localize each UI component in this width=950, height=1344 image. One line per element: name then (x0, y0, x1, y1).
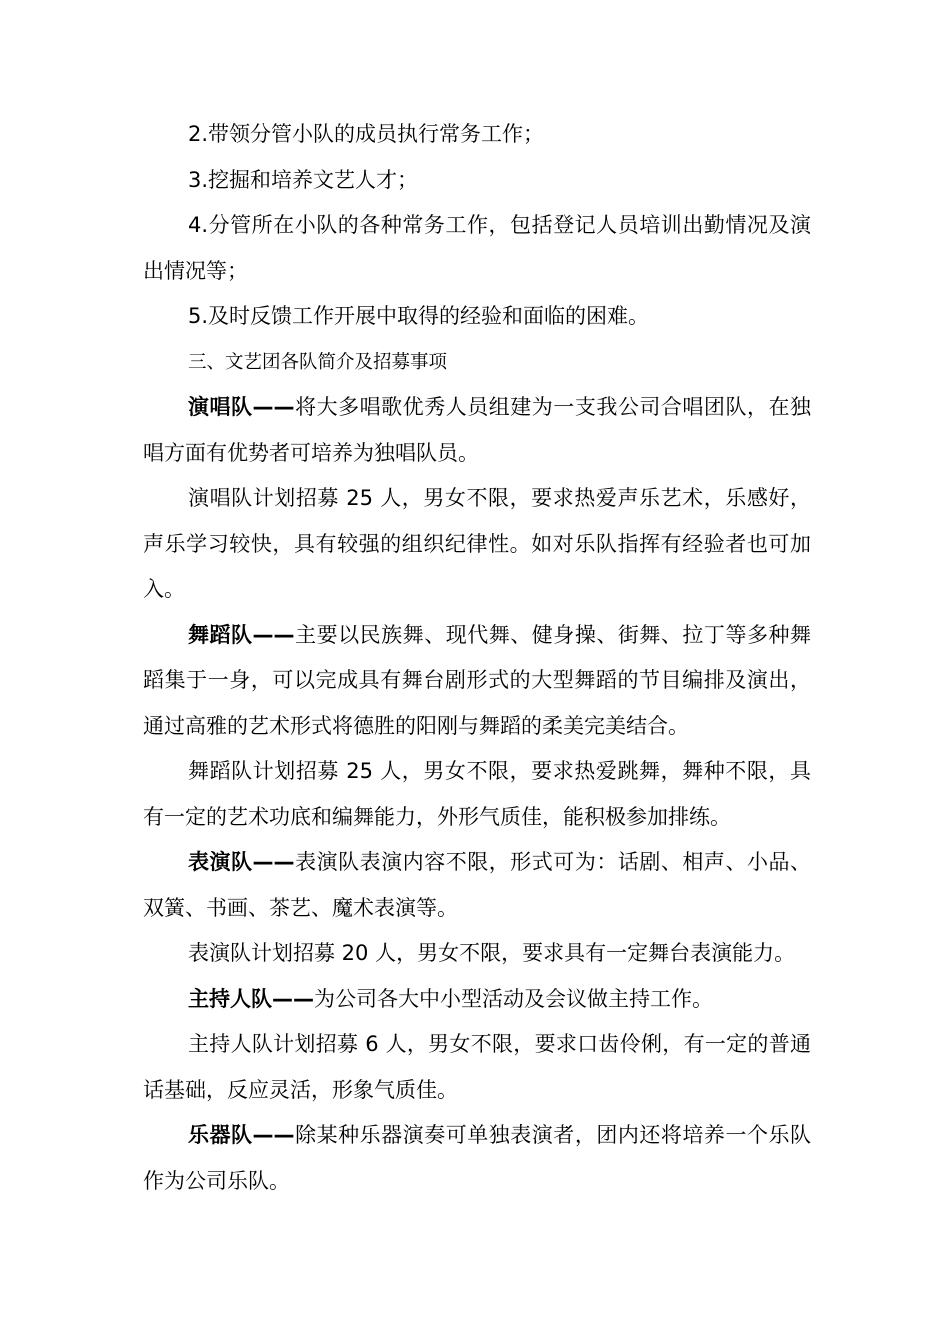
team-intro-text: 主要以民族舞、现代舞、健身操、街舞、拉丁等多种舞蹈集于一身，可以完成具有舞台剧形式的大型舞蹈的节目编排及演出，通过高雅的艺术形式将德胜的阳刚与舞蹈的柔美完美结合。 (143, 622, 812, 738)
team-intro-text: 将大多唱歌优秀人员组建为一支我公司合唱团队，在独唱方面有优势者可培养为独唱队员。 (143, 395, 812, 465)
document-body (143, 112, 811, 1204)
team-name-dance: 舞蹈队—— (188, 622, 295, 647)
duty-item-5: 5.及时反馈工作开展中取得的经验和面临的困难。 (188, 304, 650, 328)
team-recruit-dance: 舞蹈队计划招募 25 人，男女不限，要求热爱跳舞，舞种不限，具有一定的艺术功底和编舞能力，外形气质佳，能积极参加排练。 (143, 759, 811, 829)
section-heading: 三、文艺团各队简介及招募事项 (188, 351, 448, 373)
team-intro-text: 表演队表演内容不限，形式可为：话剧、相声、小品、双簧、书画、茶艺、魔术表演等。 (143, 850, 812, 920)
duty-item-4: 4.分管所在小队的各种常务工作，包括登记人员培训出勤情况及演出情况等； (143, 213, 811, 283)
team-intro-text: 为公司各大中小型活动及会议做主持工作。 (314, 986, 713, 1011)
team-name-instrument: 乐器队—— (188, 1123, 295, 1147)
team-recruit-host: 主持人队计划招募 6 人，男女不限，要求口齿伶俐，有一定的普通话基础，反应灵活，形象气质佳。 (143, 1032, 811, 1102)
team-name-singing: 演唱队—— (188, 395, 295, 419)
duty-item-3: 3.挖掘和培养文艺人才； (188, 167, 419, 192)
team-intro-text: 除某种乐器演奏可单独表演者，团内还将培养一个乐队作为公司乐队。 (143, 1123, 812, 1193)
team-intro-performance (143, 840, 811, 931)
team-intro-singing (143, 385, 811, 476)
team-recruit-singing: 演唱队计划招募 25 人，男女不限，要求热爱声乐艺术，乐感好，声乐学习较快，具有较强的组织纪律性。如对乐队指挥有经验者也可加入。 (143, 486, 811, 601)
team-name-performance: 表演队—— (188, 850, 295, 874)
team-recruit-performance: 表演队计划招募 20 人，男女不限，要求具有一定舞台表演能力。 (188, 941, 796, 965)
team-intro-host (143, 977, 811, 1023)
team-intro-dance (143, 613, 811, 750)
team-intro-instrument (143, 1113, 811, 1204)
team-name-host: 主持人队—— (188, 986, 314, 1011)
duty-item-2: 2.带领分管小队的成员执行常务工作； (188, 122, 545, 146)
